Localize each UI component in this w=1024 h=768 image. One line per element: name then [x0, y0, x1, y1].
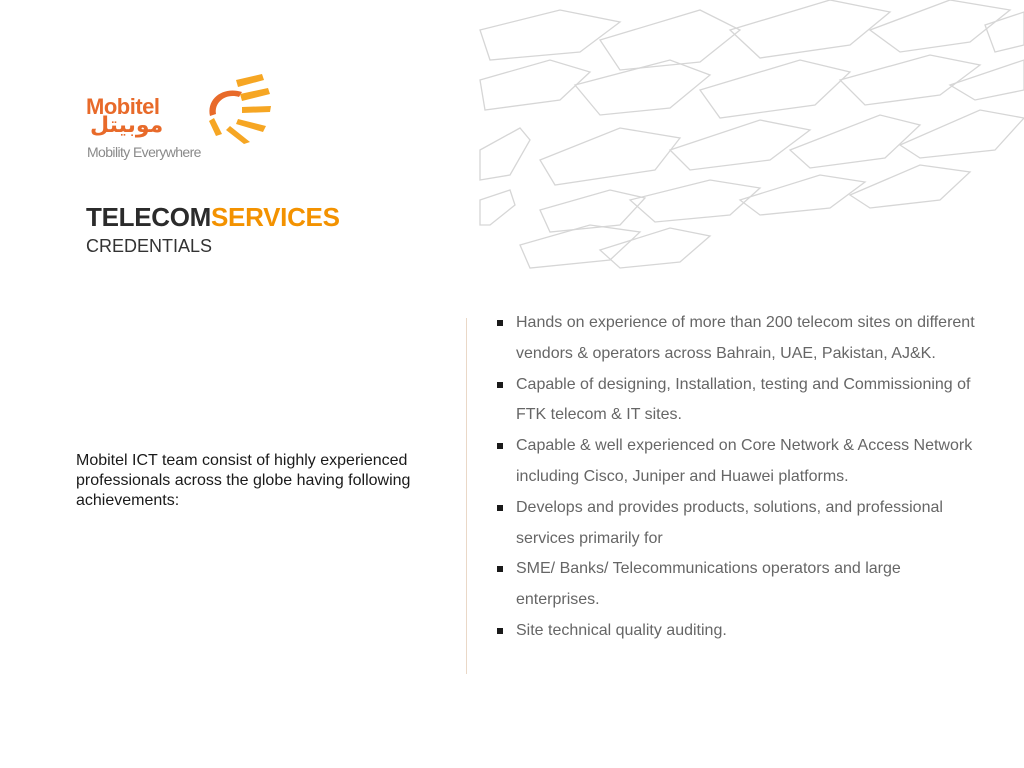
bullet-icon [497, 566, 503, 572]
list-item-text: Develops and provides products, solutions, and professional services primarily for [516, 498, 943, 547]
list-item-text: Capable & well experienced on Core Network & Access Network including Cisco, Juniper and Huawei platforms. [516, 437, 973, 485]
list-item [496, 616, 986, 647]
list-item-text: SME/ Banks/ Telecommunications operators and large enterprises. [516, 560, 901, 609]
logo-tagline: Mobility Everywhere [87, 144, 201, 160]
list-item [496, 431, 986, 493]
list-item-text: Capable of designing, Installation, testing and Commissioning of FTK telecom & IT sites. [516, 375, 971, 424]
list-item [496, 308, 986, 370]
list-item [496, 554, 986, 616]
list-item-text: Hands on experience of more than 200 telecom sites on different vendors & operators across Bahrain, UAE, Pakistan, AJ&K. [516, 314, 975, 362]
list-item [496, 493, 986, 555]
column-divider [466, 318, 467, 674]
bullet-icon [497, 628, 503, 634]
list-item [496, 370, 986, 432]
logo-brand-name: Mobitel [86, 94, 160, 119]
title-services: SERVICES [211, 202, 340, 232]
page-title [86, 204, 340, 230]
logo-sun-rays-icon [176, 74, 271, 144]
bullet-icon [497, 320, 503, 326]
intro-text: Mobitel ICT team consist of highly experienced professionals across the globe having following achievements: [76, 452, 411, 509]
list-item-text: Site technical quality auditing. [516, 621, 727, 639]
title-telecom: TELECOM [86, 202, 212, 232]
logo-brand-name-arabic: موبيتل [90, 112, 164, 137]
page-subtitle: CREDENTIALS [86, 236, 213, 256]
bullet-icon [497, 505, 503, 511]
bullet-icon [497, 443, 503, 449]
achievements-list [496, 308, 986, 647]
honeycomb-pattern [470, 0, 1024, 275]
bullet-icon [497, 382, 503, 388]
mobitel-logo [86, 74, 276, 164]
